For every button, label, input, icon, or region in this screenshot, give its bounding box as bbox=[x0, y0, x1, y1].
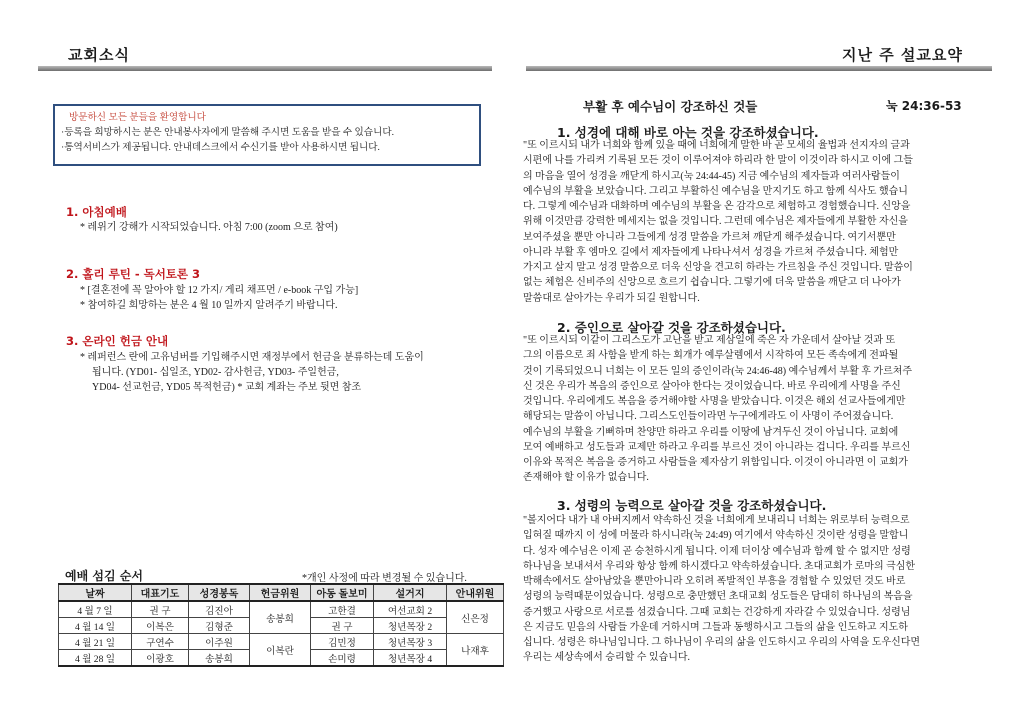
col-date: 날짜 bbox=[59, 584, 132, 601]
news-heading-morning-service: 1. 아침예배 bbox=[66, 205, 127, 219]
news-line: 됩니다. (YD01- 십일조, YD02- 감사헌금, YD03- 주일헌금, bbox=[92, 367, 339, 378]
sermon-point-3-body: "볼지어다 내가 내 아버지께서 약속하신 것을 너희에게 보내리니 너희는 위로부터 능력으로 입혀질 때까지 이 성에 머물라 하시니라(눅 24:49) 여기에서 약속하신 것이란 성령을 말합니 다. 성자 예수님은 이제 곧 승천하시게 됩니다. 이제 더이상 예수님과 함께 할 수 없지만 성령 하나님을 보내셔서 우리와 항상 함께 하시겠다고 약속하셨습니다. 초대교회가 로마의 극심한 박해속에서도 살아남았을 뿐만아니라 오히려 폭발적인 부흥을 경험할 수 있었던 것도 바로 성령의 능력때문이었습니다. 성령으로 충만했던 초대교회 성도들은 담대히 하나님의 복음을 증거했고 사랑으로 서로를 섬겼습니다. 그때 교회는 건강하게 자라갈 수 있었습니다. 성령님 은 지금도 믿음의 사람들 가운데 거하시며 그들과 동행하시고 그들의 삶을 인도하고 지도하 십니다. 성령은 하나님입니다. 그 하나님이 우리의 삶을 인도하시고 우리의 사역을 도우신다면 우리는 세상속에서 승리할 수 있습니다. bbox=[523, 515, 921, 664]
cell-kids-care: 손미령 bbox=[311, 650, 374, 667]
right-header-rule bbox=[526, 66, 992, 71]
cell-dishes: 청년목장 2 bbox=[374, 618, 447, 634]
news-line: YD04- 선교헌금, YD05 목적헌금) * 교회 계좌는 주보 뒷면 참조 bbox=[92, 382, 362, 393]
welcome-line-interpretation: ·통역서비스가 제공됩니다. 안내데스크에서 수신기를 받아 사용하시면 됩니다. bbox=[61, 142, 380, 153]
cell-reading: 송봉희 bbox=[189, 650, 250, 667]
col-offering: 헌금위원 bbox=[250, 584, 311, 601]
schedule-title: 예배 섬김 순서 bbox=[65, 569, 143, 583]
cell-dishes: 청년목장 4 bbox=[374, 650, 447, 667]
sermon-title: 부활 후 예수님이 강조하신 것들 bbox=[583, 99, 758, 114]
sermon-point-1-body: "또 이르시되 내가 너희와 함께 있을 때에 너희에게 말한 바 곧 모세의 율법과 선지자의 글과 시편에 나를 가리켜 기록된 모든 것이 이루어져야 하리라 한 말이 이것이라 하시고 이에 그들 의 마음을 열어 성경을 깨닫게 하시고(눅 24:44-45) 지금 예수님의 제자들과 여러사람들이 예수님의 부활을 보았습니다. 그리고 부활하신 예수님을 만지기도 하고 함께 식사도 했습니 다. 그렇게 예수님과 대화하며 예수님의 부활을 온 감각으로 체험하고 경험했습니다. 신앙을 위해 이것만큼 강력한 메세지는 없을 것입니다. 그런데 예수님은 제자들에게 부활한 자신을 보여주셨을 뿐만 아니라 그들에게 성경 말씀을 가르쳐 깨닫게 해주셨습니다. 여기서뿐만 아니라 부활 후 엠마오 길에서 제자들에게 나타나셔서 성경을 가르쳐 주셨습니다. 체험만 가지고 살지 말고 성경 말씀으로 더욱 신앙을 견고히 하라는 가르침을 주신 것입니다. 말씀이 없는 체험은 신비주의 신앙으로 흐르기 쉽습니다. 그렇기에 더욱 말씀을 깨닫고 더 나아가 말씀대로 살아가는 우리가 되길 원합니다. bbox=[523, 140, 913, 304]
news-body-morning-service bbox=[80, 220, 338, 235]
cell-reading: 김형준 bbox=[189, 618, 250, 634]
col-kids-care: 아동 돌보미 bbox=[311, 584, 374, 601]
cell-date: 4 월 14 일 bbox=[59, 618, 132, 634]
cell-prayer: 이광호 bbox=[132, 650, 189, 667]
left-page-title: 교회소식 bbox=[68, 46, 130, 64]
table-header-row bbox=[59, 584, 504, 601]
cell-kids-care: 권 구 bbox=[311, 618, 374, 634]
cell-date: 4 월 21 일 bbox=[59, 634, 132, 650]
cell-date: 4 월 7 일 bbox=[59, 601, 132, 618]
welcome-box bbox=[53, 104, 481, 166]
left-header-rule bbox=[38, 66, 492, 71]
welcome-title: 방문하신 모든 분들을 환영합니다 bbox=[69, 112, 206, 123]
sermon-point-2-body: "또 이르시되 이같이 그리스도가 고난을 받고 제삼일에 죽은 자 가운데서 살아날 것과 또 그의 이름으로 죄 사함을 받게 하는 회개가 예루살렘에서 시작하여 모든 족속에게 전파될 것이 기록되었으니 너희는 이 모든 일의 증인이라(눅 24:46-48) 예수님께서 부활 후 가르쳐주 신 것은 우리가 복음의 증인으로 살아야 한다는 것이었습니다. 바로 우리에게 사명을 주신 것입니다. 우리에게도 복음을 증거해야할 사명을 받았습니다. 이것은 해외 선교사들에게만 해당되는 말씀이 아닙니다. 그리스도인들이라면 누구에게라도 이 사명이 주어졌습니다. 예수님의 부활을 기뻐하며 찬양만 하라고 우리를 이땅에 남겨두신 것이 아닙니다. 교회에 모여 예배하고 성도들과 교제만 하라고 우리를 부르신 것이 아니라는 겁니다. 우리를 부르신 이유와 목적은 복음을 증거하고 사람들을 제자삼기 위함입니다. 이것이 아니라면 이 교회가 존재해야 할 이유가 없습니다. bbox=[523, 335, 913, 484]
cell-kids-care: 고한결 bbox=[311, 601, 374, 618]
news-body-holy-routine bbox=[80, 283, 358, 313]
sermon-reference: 눅 24:36-53 bbox=[886, 99, 962, 113]
news-body-online-offering bbox=[80, 350, 424, 395]
welcome-line-registration: ·등록을 희망하시는 분은 안내봉사자에게 말씀해 주시면 도움을 받을 수 있습니다. bbox=[61, 127, 395, 138]
table-row bbox=[59, 601, 504, 618]
service-schedule-table bbox=[58, 583, 504, 667]
table-row bbox=[59, 634, 504, 650]
news-line: * [결혼전에 꼭 알아야 할 12 가지/ 게리 채프먼 / e-book 구입 가능] bbox=[80, 285, 359, 296]
sermon-point-3-heading: 3. 성령의 능력으로 살아갈 것을 강조하셨습니다. bbox=[557, 498, 827, 513]
cell-prayer: 이복은 bbox=[132, 618, 189, 634]
cell-prayer: 권 구 bbox=[132, 601, 189, 618]
col-usher: 안내위원 bbox=[447, 584, 504, 601]
cell-offering: 이복란 bbox=[250, 634, 311, 667]
col-prayer: 대표기도 bbox=[132, 584, 189, 601]
sermon-point-2-heading: 2. 증인으로 살아갈 것을 강조하셨습니다. bbox=[557, 320, 786, 335]
cell-reading: 김진아 bbox=[189, 601, 250, 618]
right-page-title: 지난 주 설교요약 bbox=[842, 46, 963, 64]
news-line: * 참여하길 희망하는 분은 4 월 10 일까지 알려주기 바랍니다. bbox=[80, 300, 338, 311]
cell-usher: 나재후 bbox=[447, 634, 504, 667]
schedule-note: *개인 사정에 따라 변경될 수 있습니다. bbox=[302, 573, 467, 584]
cell-reading: 이주원 bbox=[189, 634, 250, 650]
news-line: * 레퍼런스 란에 고유넘버를 기입해주시면 재정부에서 헌금을 분류하는데 도움이 bbox=[80, 352, 424, 363]
cell-dishes: 여선교회 2 bbox=[374, 601, 447, 618]
cell-offering: 송봉희 bbox=[250, 601, 311, 634]
cell-dishes: 청년목장 3 bbox=[374, 634, 447, 650]
cell-date: 4 월 28 일 bbox=[59, 650, 132, 667]
news-heading-holy-routine: 2. 홀리 루틴 - 독서토론 3 bbox=[66, 267, 201, 281]
sermon-point-1-heading: 1. 성경에 대해 바로 아는 것을 강조하셨습니다. bbox=[557, 125, 819, 140]
cell-prayer: 구연수 bbox=[132, 634, 189, 650]
col-dishes: 설거지 bbox=[374, 584, 447, 601]
cell-usher: 신은정 bbox=[447, 601, 504, 634]
news-line: * 레위기 강해가 시작되었습니다. 아침 7:00 (zoom 으로 참여) bbox=[80, 222, 338, 233]
cell-kids-care: 김민정 bbox=[311, 634, 374, 650]
news-heading-online-offering: 3. 온라인 헌금 안내 bbox=[66, 334, 169, 348]
col-reading: 성경봉독 bbox=[189, 584, 250, 601]
